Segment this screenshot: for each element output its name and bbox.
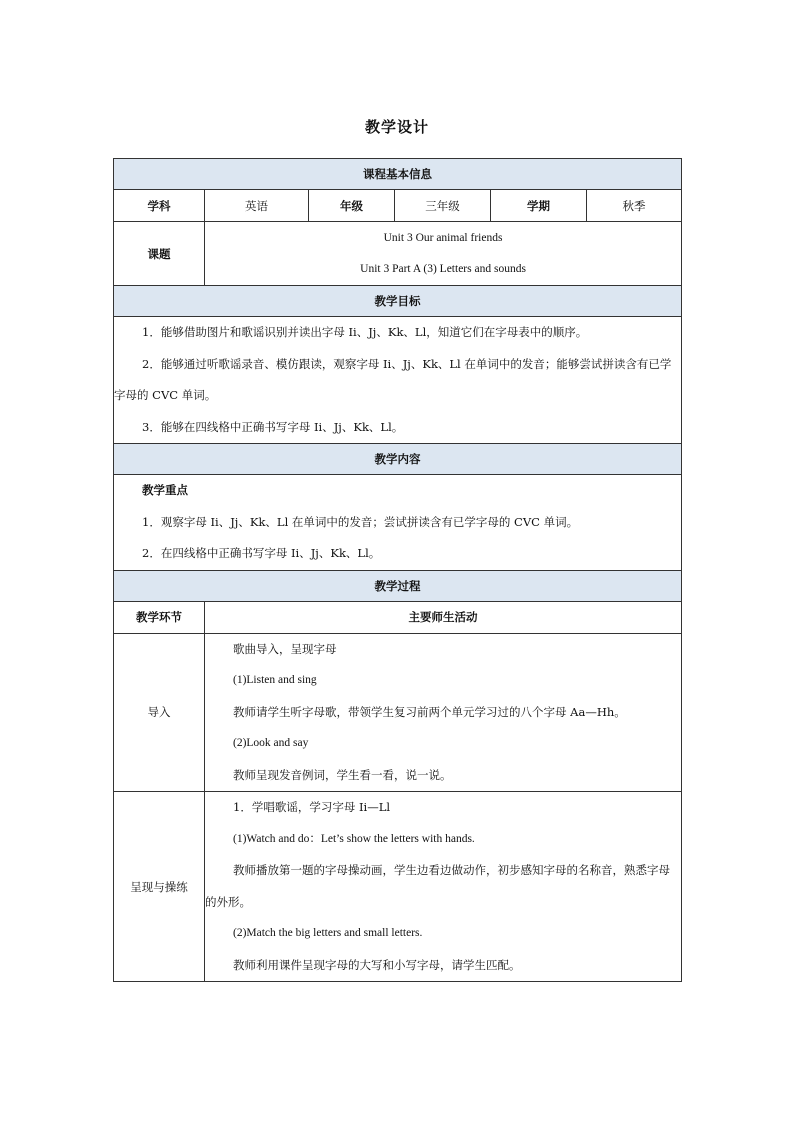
content-item: 2．在四线格中正确书写字母 Ii、Jj、Kk、Ll。 (142, 546, 381, 560)
activity-line: (2)Look and say (233, 737, 309, 749)
topic-line-2: Unit 3 Part A (3) Letters and sounds (360, 262, 526, 275)
stage-column-header: 教学环节 (114, 601, 205, 633)
activity-line: 教师请学生听字母歌，带领学生复习前两个单元学习过的八个字母 Aa—Hh。 (233, 704, 626, 719)
subject-value: 英语 (205, 190, 309, 222)
grade-value: 三年级 (395, 190, 491, 222)
objective-item: 3．能够在四线格中正确书写字母 Ii、Jj、Kk、Ll。 (142, 419, 404, 434)
topic-label: 课题 (114, 222, 205, 286)
stage-name: 导入 (114, 633, 205, 792)
activity-line: (2)Match the big letters and small letters. (233, 927, 423, 939)
term-label: 学期 (491, 190, 587, 222)
activity-line: (1)Watch and do：Let’s show the letters with hands. (233, 832, 475, 845)
basic-info-header: 课程基本信息 (114, 159, 682, 190)
objectives-header: 教学目标 (114, 286, 682, 317)
term-value: 秋季 (587, 190, 682, 222)
process-header: 教学过程 (114, 570, 682, 601)
stage-activities (205, 792, 682, 982)
topic-line-1: Unit 3 Our animal friends (383, 231, 503, 244)
objective-item: 2．能够通过听歌谣录音、模仿跟读，观察字母 Ii、Jj、Kk、Ll 在单词中的发音；能够尝试拼读含有已学字母的 CVC 单词。 (114, 356, 672, 402)
activity-line: 教师播放第一题的字母操动画，学生边看边做动作，初步感知字母的名称音，熟悉字母的外形。 (205, 863, 670, 909)
stage-name: 呈现与操练 (114, 792, 205, 982)
content-header: 教学内容 (114, 444, 682, 475)
topic-value (205, 222, 682, 286)
grade-label: 年级 (309, 190, 395, 222)
key-points-label: 教学重点 (142, 483, 188, 497)
activity-line: (1)Listen and sing (233, 674, 317, 686)
activity-line: 歌曲导入，呈现字母 (233, 641, 337, 656)
subject-label: 学科 (114, 190, 205, 222)
activity-line: 教师呈现发音例词，学生看一看，说一说。 (233, 767, 452, 782)
content-item: 1．观察字母 Ii、Jj、Kk、Ll 在单词中的发音；尝试拼读含有已学字母的 CVC 单词。 (142, 514, 579, 529)
lesson-plan-table (113, 158, 682, 982)
activity-column-header: 主要师生活动 (205, 601, 682, 633)
document-title: 教学设计 (364, 118, 429, 136)
activity-line: 教师利用课件呈现字母的大写和小写字母，请学生匹配。 (233, 957, 521, 972)
activity-line: 1．学唱歌谣，学习字母 Ii—Ll (233, 800, 391, 814)
stage-activities (205, 633, 682, 792)
content-body (114, 475, 682, 571)
objectives-body (114, 317, 682, 444)
objective-item: 1．能够借助图片和歌谣识别并读出字母 Ii、Jj、Kk、Ll，知道它们在字母表中的顺序。 (142, 325, 588, 339)
